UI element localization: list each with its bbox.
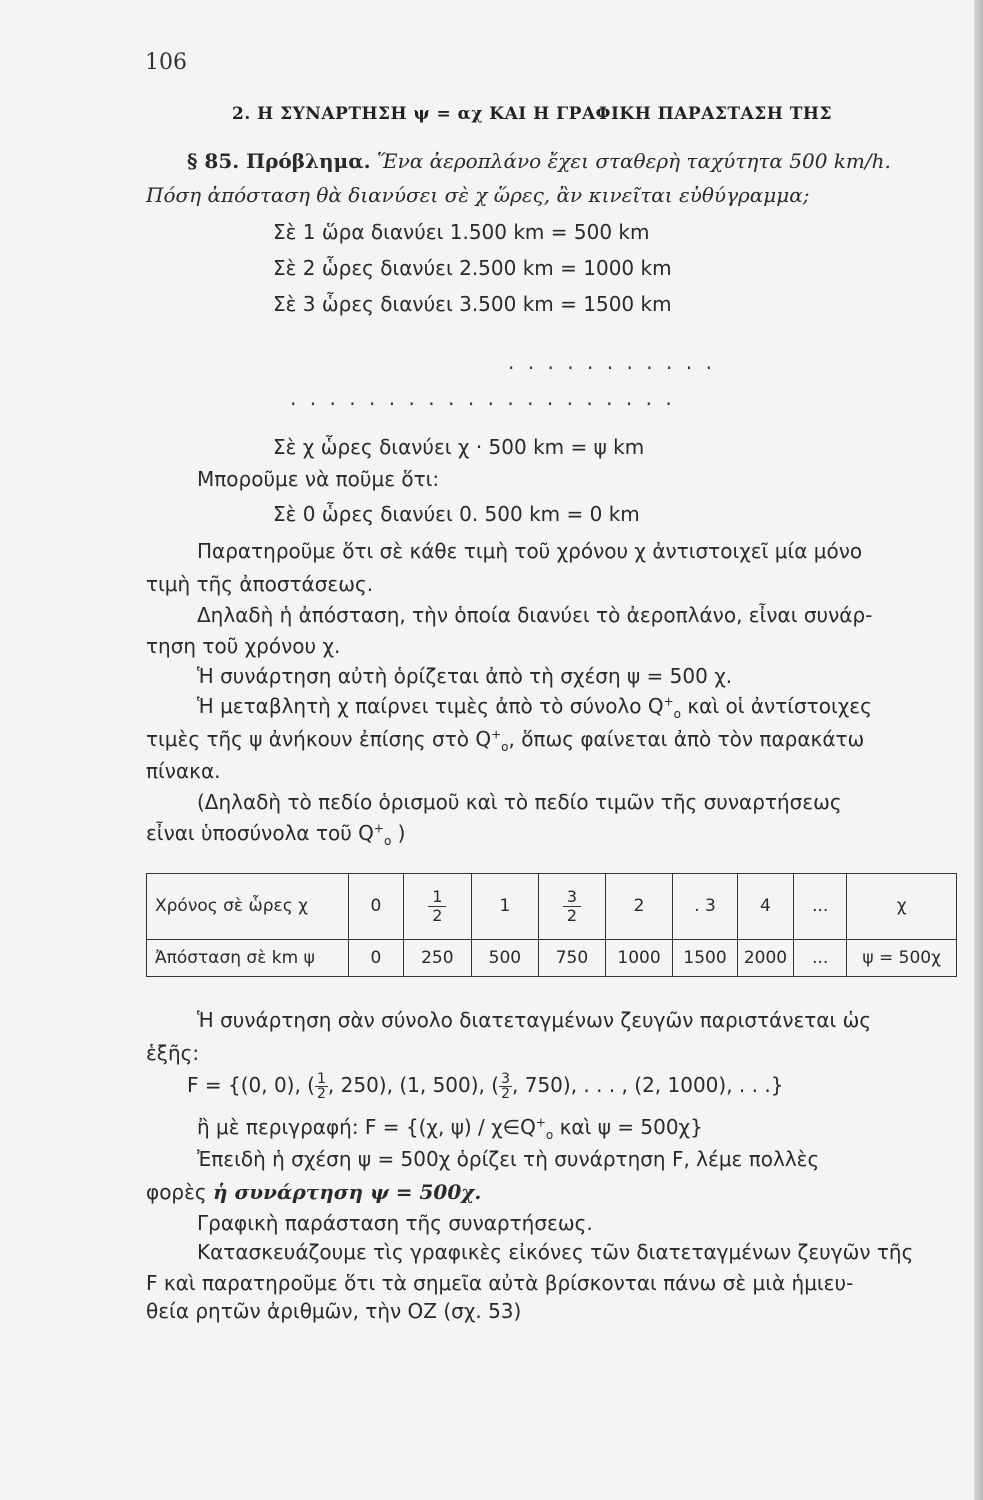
paragraph-fragment: , ὅπως φαίνεται ἀπὸ τὸν παρακάτω (508, 727, 865, 751)
table-cell: 250 (404, 939, 472, 976)
fraction-denominator: 2 (317, 1086, 326, 1102)
q-superscript: + (373, 821, 384, 836)
problem-line-1 (187, 149, 891, 173)
paragraph-fragment: εἶναι ὑποσύνολα τοῦ Q (146, 821, 374, 845)
fraction-denominator: 2 (501, 1086, 510, 1102)
set-fragment: F = {(0, 0), ( (187, 1073, 315, 1097)
table-row (147, 874, 957, 940)
table-cell: ψ = 500χ (847, 939, 957, 976)
table-row (147, 939, 957, 976)
paragraph-line: Ἐπειδὴ ἡ σχέση ψ = 500χ ὁρίζει τὴ συνάρτηση F, λέμε πολλὲς (197, 1147, 820, 1171)
set-fragment: καὶ ψ = 500χ} (559, 1115, 703, 1139)
fraction-one-half (428, 888, 446, 924)
q-subscript: o (383, 834, 392, 848)
paragraph-line: θεία ρητῶν ἀριθμῶν, τὴν ΟΖ (σχ. 53) (146, 1299, 522, 1323)
paragraph-line: πίνακα. (146, 759, 221, 783)
paragraph-line: τιμὴ τῆς ἀποστάσεως. (146, 572, 374, 596)
paragraph-fragment: καὶ οἱ ἀντίστοιχες (687, 694, 872, 718)
set-notation-line (187, 1072, 783, 1101)
distance-line: Σὲ 3 ὧρες διανύει 3.500 km = 1500 km (273, 292, 672, 316)
subsection-title: Γραφικὴ παράσταση τῆς συναρτήσεως. (197, 1211, 593, 1235)
table-cell: 0 (348, 939, 403, 976)
q-superscript: + (491, 727, 502, 742)
distance-line: Σὲ 1 ὥρα διανύει 1.500 km = 500 km (273, 220, 650, 244)
paragraph-fragment: τιμὲς τῆς ψ ἀνήκουν ἐπίσης στὸ Q (146, 727, 492, 751)
problem-text-2: Πόση ἀπόσταση θὰ διανύσει σὲ χ ὥρες, ἂν κινεῖται εὐθύγραμμα; (146, 183, 810, 207)
paragraph-line (146, 1180, 481, 1204)
table-row-label: Χρόνος σὲ ὧρες χ (147, 874, 349, 940)
set-fragment: ἢ μὲ περιγραφή: F = {(χ, ψ) / χ∈Q (197, 1115, 536, 1139)
fraction-numerator: 3 (501, 1071, 510, 1087)
paragraph-line: F καὶ παρατηροῦμε ὅτι τὰ σημεῖα αὐτὰ βρίσκονται πάνω σὲ μιὰ ἡμιευ- (146, 1271, 854, 1295)
we-can-say-line: Μποροῦμε νὰ ποῦμε ὅτι: (197, 467, 440, 491)
table-cell: ... (794, 874, 847, 940)
table-cell: χ (847, 874, 957, 940)
table-cell: 1 (471, 874, 539, 940)
section-heading: 2. Η ΣΥΝΑΡΤΗΣΗ ψ = αχ ΚΑΙ Η ΓΡΑΦΙΚΗ ΠΑΡΑΣΤΑΣΗ ΤΗΣ (232, 104, 832, 124)
paragraph-line: τηση τοῦ χρόνου χ. (146, 634, 341, 658)
table-cell: 1500 (673, 939, 738, 976)
q-subscript: o (501, 740, 509, 754)
table-cell: 1000 (605, 939, 673, 976)
paragraph-line (197, 694, 872, 721)
paragraph-line (146, 727, 864, 754)
q-superscript: + (663, 694, 674, 709)
set-fragment: , 750), . . . , (2, 1000), . . .} (512, 1073, 784, 1097)
paragraph-line: ἑξῆς: (146, 1041, 200, 1065)
paragraph-line: Δηλαδὴ ἡ ἀπόσταση, τὴν ὁποία διανύει τὸ ἀεροπλάνο, εἶναι συνάρ- (197, 603, 873, 627)
fraction-numerator: 3 (563, 888, 581, 907)
fraction-three-halves (563, 888, 581, 924)
paragraph-line: Κατασκευάζουμε τὶς γραφικὲς εἰκόνες τῶν διατεταγμένων ζευγῶν τῆς (197, 1240, 914, 1264)
paragraph-line: Παρατηροῦμε ὅτι σὲ κάθε τιμὴ τοῦ χρόνου χ ἀντιστοιχεῖ μία μόνο (197, 539, 863, 563)
paragraph-fragment: ) (397, 821, 406, 845)
values-table (146, 873, 957, 977)
fraction-denominator: 2 (566, 905, 578, 925)
table-cell: 0 (348, 874, 403, 940)
ellipsis-row: .................... (290, 386, 686, 410)
paragraph-fragment: Ἡ μεταβλητὴ χ παίρνει τιμὲς ἀπὸ τὸ σύνολο Q (197, 694, 664, 718)
page-edge (974, 0, 983, 1500)
paragraph-line: (Δηλαδὴ τὸ πεδίο ὁρισμοῦ καὶ τὸ πεδίο τιμῶν τῆς συναρτήσεως (197, 790, 842, 814)
problem-text-1: Ἕνα ἀεροπλάνο ἔχει σταθερὴ ταχύτητα 500 km/h. (376, 149, 891, 173)
ellipsis-row: ........... (508, 350, 726, 374)
table-row-label: Ἀπόσταση σὲ km ψ (147, 939, 349, 976)
page-number: 106 (145, 50, 187, 75)
distance-line: Σὲ 2 ὧρες διανύει 2.500 km = 1000 km (273, 256, 672, 280)
function-name-bold: ἡ συνάρτηση ψ = 500χ. (213, 1180, 482, 1204)
fraction-denominator: 2 (432, 905, 443, 925)
paragraph-fragment: φορὲς (146, 1180, 207, 1204)
q-subscript: o (545, 1128, 554, 1142)
table-cell-fraction (404, 874, 472, 940)
table-cell-fraction (539, 874, 606, 940)
problem-label: § 85. Πρόβλημα. (187, 149, 371, 173)
paragraph-line: Ἡ συνάρτηση σὰν σύνολο διατεταγμένων ζευγῶν παριστάνεται ὡς (197, 1008, 872, 1032)
set-fragment: , 250), (1, 500), ( (327, 1073, 500, 1097)
fraction-numerator: 1 (317, 1071, 326, 1087)
paragraph-line (146, 821, 405, 848)
fraction-one-half (315, 1072, 328, 1101)
q-subscript: o (673, 707, 682, 721)
table-cell: 750 (539, 939, 606, 976)
table-cell: 2000 (737, 939, 793, 976)
set-description-line (197, 1115, 703, 1142)
table-cell: ... (794, 939, 847, 976)
q-superscript: + (535, 1115, 546, 1130)
table-cell: 2 (605, 874, 673, 940)
general-case-line: Σὲ χ ὧρες διανύει χ · 500 km = ψ km (273, 435, 645, 459)
table-cell: 500 (471, 939, 539, 976)
fraction-three-halves (499, 1072, 512, 1101)
paragraph-line: Ἡ συνάρτηση αὐτὴ ὁρίζεται ἀπὸ τὴ σχέση ψ = 500 χ. (197, 664, 733, 688)
zero-case-line: Σὲ 0 ὧρες διανύει 0. 500 km = 0 km (273, 502, 640, 526)
table-cell: . 3 (673, 874, 738, 940)
fraction-numerator: 1 (428, 888, 446, 907)
table-cell: 4 (737, 874, 793, 940)
